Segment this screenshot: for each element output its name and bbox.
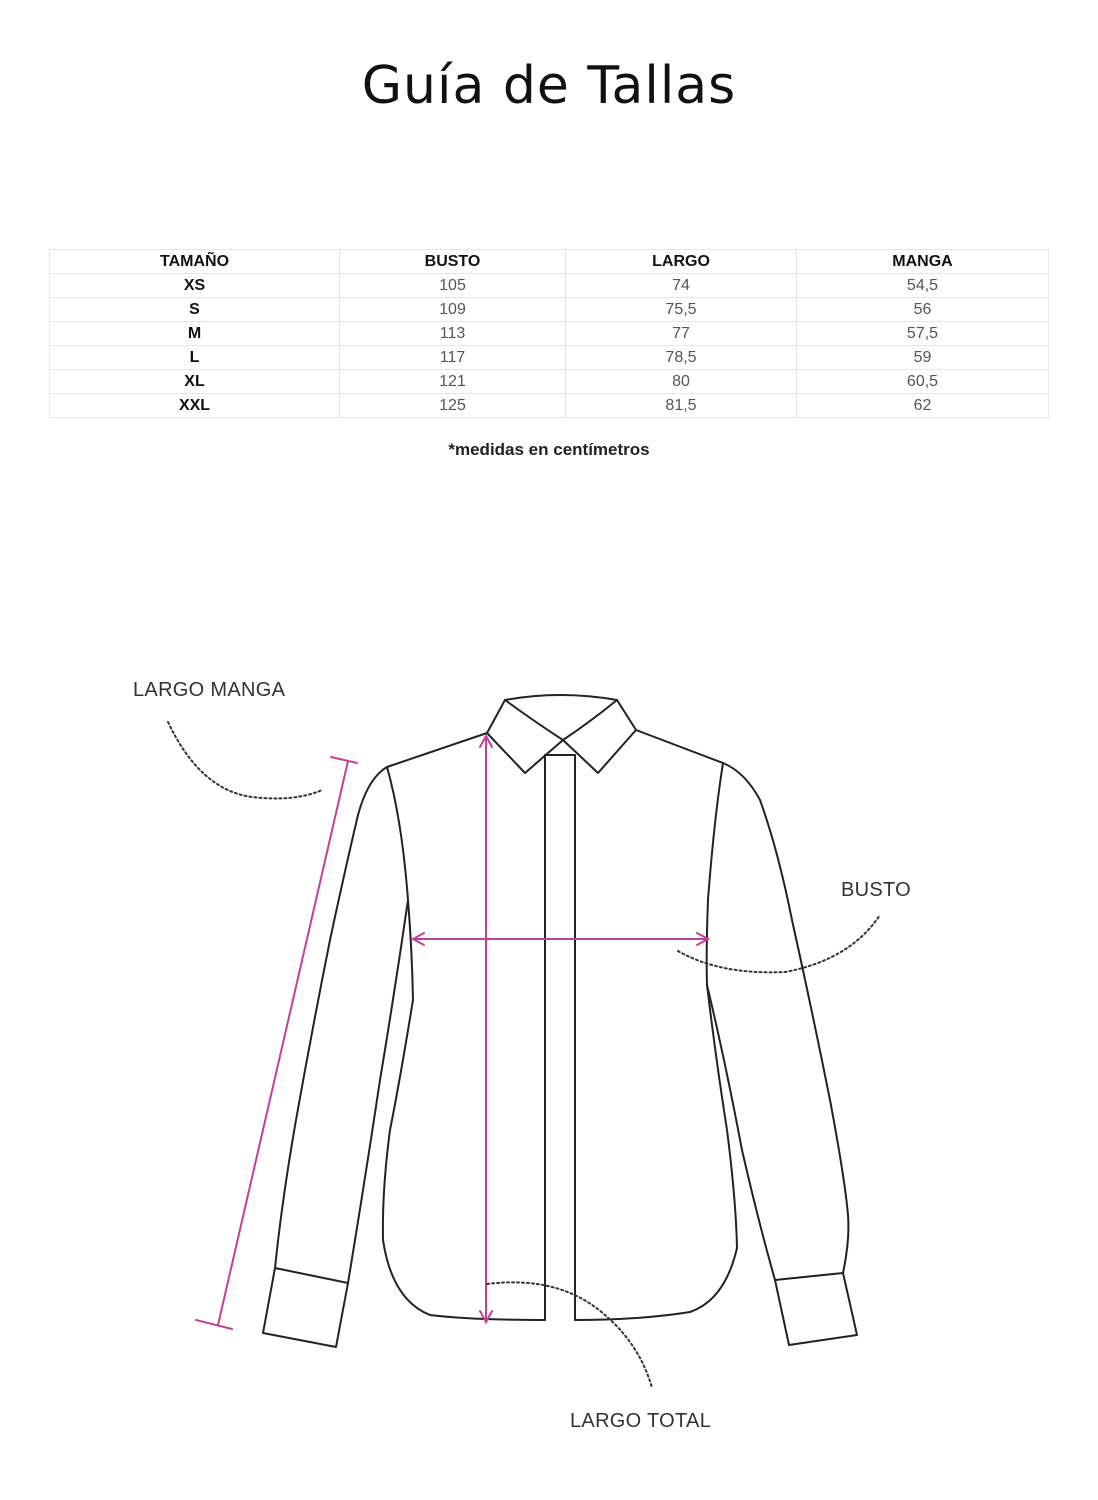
- sleeve-length-tick-bottom: [196, 1320, 232, 1329]
- sleeve-callout-leader: [168, 722, 322, 798]
- sleeve-cell: 60,5: [797, 370, 1049, 394]
- sleeve-length-label: LARGO MANGA: [133, 679, 286, 701]
- shirt-outline: [263, 695, 857, 1347]
- shirt-sleeve-left-outer: [275, 767, 387, 1268]
- length-cell: 74: [566, 274, 797, 298]
- shirt-sleeve-left-inner: [348, 900, 408, 1283]
- shirt-shoulder-left: [387, 733, 487, 767]
- size-cell: S: [50, 298, 340, 322]
- column-header-size: TAMAÑO: [50, 250, 340, 274]
- sleeve-length-tick-top: [331, 757, 357, 763]
- sleeve-cell: 62: [797, 394, 1049, 418]
- size-cell: XS: [50, 274, 340, 298]
- total-callout-leader: [487, 1282, 652, 1388]
- size-cell: XL: [50, 370, 340, 394]
- bust-cell: 117: [340, 346, 566, 370]
- size-cell: M: [50, 322, 340, 346]
- column-header-sleeve: MANGA: [797, 250, 1049, 274]
- shirt-cuff-right: [775, 1273, 857, 1345]
- shirt-shoulder-right: [636, 730, 723, 763]
- length-cell: 81,5: [566, 394, 797, 418]
- length-cell: 77: [566, 322, 797, 346]
- bust-label: BUSTO: [841, 879, 912, 901]
- sleeve-length-line: [218, 761, 348, 1325]
- size-cell: XXL: [50, 394, 340, 418]
- bust-cell: 121: [340, 370, 566, 394]
- bust-cell: 125: [340, 394, 566, 418]
- shirt-body-left: [383, 767, 545, 1320]
- sleeve-cell: 54,5: [797, 274, 1049, 298]
- length-cell: 78,5: [566, 346, 797, 370]
- column-header-bust: BUSTO: [340, 250, 566, 274]
- shirt-collar-back: [487, 695, 636, 733]
- shirt-cuff-left: [263, 1268, 348, 1347]
- bust-callout-leader: [678, 915, 880, 972]
- shirt-body-right: [575, 763, 737, 1320]
- page-title: Guía de Tallas: [361, 56, 737, 116]
- shirt-sleeve-right-inner: [707, 985, 775, 1280]
- bust-cell: 109: [340, 298, 566, 322]
- measure-guides: [196, 736, 708, 1329]
- shirt-sleeve-right-outer: [723, 763, 848, 1273]
- length-cell: 75,5: [566, 298, 797, 322]
- shirt-placket: [545, 755, 575, 1320]
- callout-leaders: [168, 722, 880, 1388]
- total-length-label: LARGO TOTAL: [570, 1410, 712, 1432]
- bust-cell: 113: [340, 322, 566, 346]
- length-cell: 80: [566, 370, 797, 394]
- sleeve-cell: 56: [797, 298, 1049, 322]
- bust-cell: 105: [340, 274, 566, 298]
- sleeve-cell: 57,5: [797, 322, 1049, 346]
- column-header-length: LARGO: [566, 250, 797, 274]
- measurement-note: *medidas en centímetros: [448, 440, 650, 459]
- sleeve-cell: 59: [797, 346, 1049, 370]
- size-cell: L: [50, 346, 340, 370]
